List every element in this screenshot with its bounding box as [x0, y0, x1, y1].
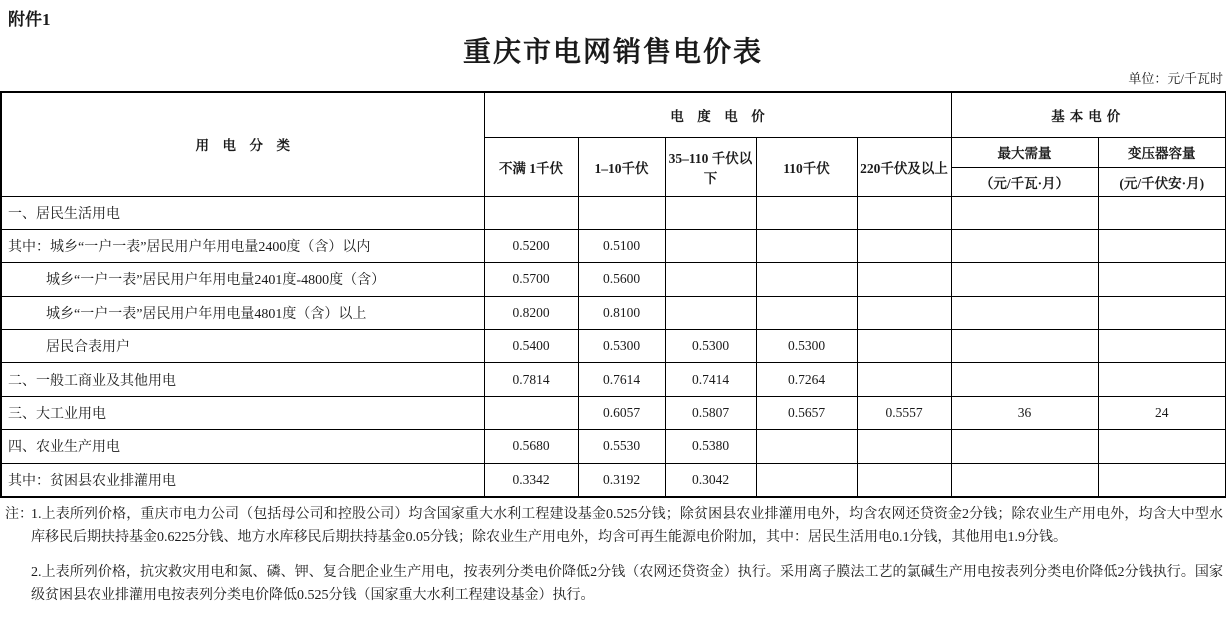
price-cell: 0.7414: [665, 363, 756, 396]
price-cell: 0.3192: [578, 463, 665, 496]
table-row: [1, 330, 1226, 363]
price-cell: 0.5100: [578, 229, 665, 262]
price-cell: 0.5380: [665, 430, 756, 463]
price-cell: 0.5530: [578, 430, 665, 463]
price-cell: [951, 330, 1098, 363]
header-voltage-1-10kv: 1–10千伏: [578, 137, 665, 196]
header-energy-price-group: 电 度 电 价: [484, 92, 951, 137]
price-cell: [857, 263, 951, 296]
price-cell: [484, 196, 578, 229]
price-cell: [951, 430, 1098, 463]
notes-section: [5, 504, 1223, 620]
header-max-demand: 最大需量: [951, 137, 1098, 167]
price-cell: [857, 196, 951, 229]
unit-label: 单位：元/千瓦时: [1128, 71, 1223, 86]
price-cell: [756, 263, 857, 296]
row-label: 城乡“一户一表”居民用户年用电量2401度-4800度（含）: [1, 263, 484, 296]
price-cell: [857, 363, 951, 396]
price-cell: 0.7614: [578, 363, 665, 396]
header-voltage-110kv: 110千伏: [756, 137, 857, 196]
notes-label: 注：: [5, 507, 33, 522]
price-cell: 0.5300: [578, 330, 665, 363]
price-cell: [665, 263, 756, 296]
table-header: [1, 92, 1226, 196]
price-cell: [1098, 263, 1226, 296]
price-cell: 0.3042: [665, 463, 756, 496]
price-table: [0, 91, 1226, 498]
row-label: 一、居民生活用电: [1, 196, 484, 229]
price-cell: [665, 196, 756, 229]
header-transformer-capacity-unit: (元/千伏安·月): [1098, 167, 1226, 196]
price-cell: [665, 296, 756, 329]
row-label: 城乡“一户一表”居民用户年用电量4801度（含）以上: [1, 296, 484, 329]
price-table-body: [1, 196, 1226, 497]
price-cell: 0.6057: [578, 396, 665, 429]
price-cell: [756, 229, 857, 262]
price-cell: [1098, 463, 1226, 496]
price-cell: 0.5700: [484, 263, 578, 296]
price-cell: [1098, 430, 1226, 463]
price-cell: [756, 196, 857, 229]
header-transformer-capacity: 变压器容量: [1098, 137, 1226, 167]
price-cell: 0.5807: [665, 396, 756, 429]
table-row: [1, 196, 1226, 229]
table-row: [1, 263, 1226, 296]
row-label: 三、大工业用电: [1, 396, 484, 429]
price-cell: 0.8100: [578, 296, 665, 329]
price-cell: 0.5600: [578, 263, 665, 296]
price-cell: [951, 263, 1098, 296]
price-cell: 0.8200: [484, 296, 578, 329]
price-cell: 0.3342: [484, 463, 578, 496]
table-row: [1, 396, 1226, 429]
page-title: 重庆市电网销售电价表: [462, 37, 763, 68]
row-label: 居民合表用户: [1, 330, 484, 363]
price-cell: [756, 463, 857, 496]
price-cell: [1098, 296, 1226, 329]
header-basic-price-group: 基本电价: [951, 92, 1226, 137]
price-cell: [484, 396, 578, 429]
price-cell: [1098, 363, 1226, 396]
row-label: 四、农业生产用电: [1, 430, 484, 463]
price-cell: [951, 296, 1098, 329]
price-cell: 0.7264: [756, 363, 857, 396]
header-voltage-220kv-above: 220千伏及以上: [857, 137, 951, 196]
price-cell: [951, 463, 1098, 496]
price-cell: [665, 229, 756, 262]
price-cell: [857, 229, 951, 262]
price-cell: 0.5657: [756, 396, 857, 429]
price-cell: [1098, 330, 1226, 363]
header-voltage-under1kv: 不满 1千伏: [484, 137, 578, 196]
row-label: 其中：贫困县农业排灌用电: [1, 463, 484, 496]
price-cell: 24: [1098, 396, 1226, 429]
price-cell: [756, 296, 857, 329]
row-label: 二、一般工商业及其他用电: [1, 363, 484, 396]
note-item: 1.上表所列价格，重庆市电力公司（包括母公司和控股公司）均含国家重大水利工程建设基金0.525分钱；除贫困县农业排灌用电外，均含农网还贷资金2分钱；除农业生产用电外，均含大中型水库移民后期扶持基金0.6225分钱、地方水库移民后期扶持基金0.05分钱；除农业生产用电外，均含可再生能源电价附加，其中：居民生活用电0.1分钱，其他用电1.9分钱。: [31, 507, 1223, 545]
price-cell: 0.5557: [857, 396, 951, 429]
table-row: [1, 229, 1226, 262]
price-cell: 0.5300: [756, 330, 857, 363]
price-cell: [1098, 229, 1226, 262]
row-label: 其中：城乡“一户一表”居民用户年用电量2400度（含）以内: [1, 229, 484, 262]
header-category: 用 电 分 类: [1, 92, 484, 196]
price-cell: [951, 363, 1098, 396]
header-max-demand-unit: （元/千瓦·月）: [951, 167, 1098, 196]
price-cell: 0.7814: [484, 363, 578, 396]
table-row: [1, 296, 1226, 329]
price-cell: [857, 430, 951, 463]
price-cell: 0.5200: [484, 229, 578, 262]
price-cell: [1098, 196, 1226, 229]
price-cell: [857, 463, 951, 496]
price-cell: [756, 430, 857, 463]
note-item: 2.上表所列价格，抗灾救灾用电和氮、磷、钾、复合肥企业生产用电，按表列分类电价降低2分钱（农网还贷资金）执行。采用离子膜法工艺的氯碱生产用电按表列分类电价降低2分钱执行。国家级贫困县农业排灌用电按表列分类电价降低0.525分钱（国家重大水利工程建设基金）执行。: [31, 565, 1223, 603]
header-row-groups: [1, 92, 1226, 137]
table-row: [1, 363, 1226, 396]
price-cell: 0.5400: [484, 330, 578, 363]
header-voltage-35-110kv: 35–110 千伏以下: [665, 137, 756, 196]
price-cell: 0.5680: [484, 430, 578, 463]
price-cell: [951, 196, 1098, 229]
price-cell: [951, 229, 1098, 262]
price-cell: 0.5300: [665, 330, 756, 363]
price-cell: 36: [951, 396, 1098, 429]
attachment-label: 附件1: [8, 10, 51, 29]
price-cell: [857, 330, 951, 363]
notes-items: [31, 504, 1223, 607]
price-cell: [578, 196, 665, 229]
table-row: [1, 463, 1226, 496]
price-cell: [857, 296, 951, 329]
table-row: [1, 430, 1226, 463]
